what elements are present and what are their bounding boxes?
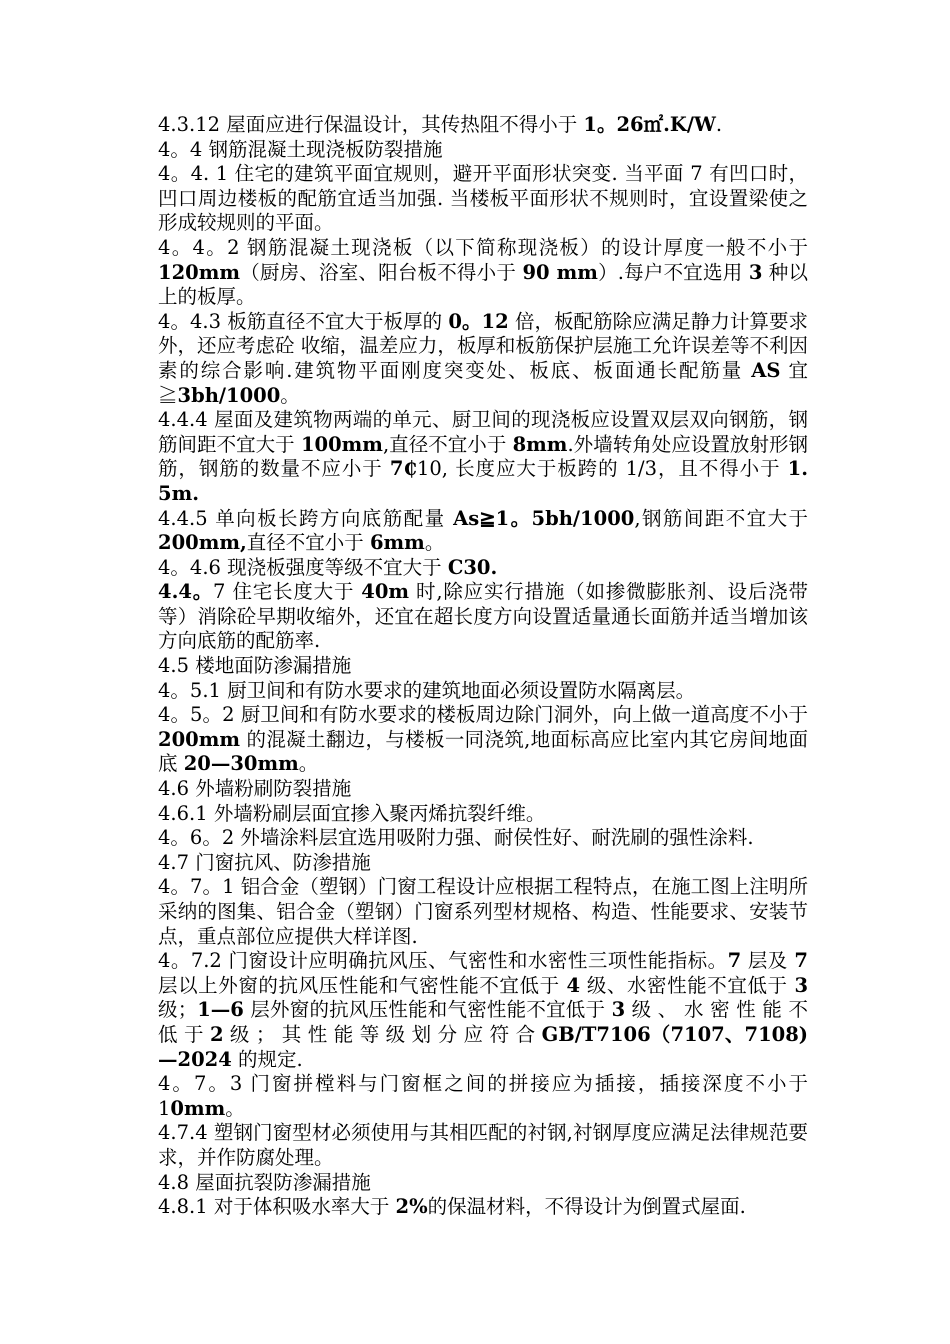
bold-text-run: 3 bbox=[611, 998, 626, 1022]
text-run: ,钢筋间距不宜大于 bbox=[634, 506, 809, 530]
bold-text-run: 7₵ bbox=[389, 457, 417, 481]
paragraph bbox=[158, 703, 808, 777]
bold-text-run: 3 bbox=[794, 973, 809, 997]
paragraph bbox=[158, 236, 808, 310]
bold-text-run: 4 bbox=[566, 973, 581, 997]
bold-text-run: As≧1。5bh/1000 bbox=[453, 506, 635, 530]
bold-text-run: 6mm bbox=[369, 531, 425, 555]
text-run: 直径不宜小于 bbox=[246, 531, 370, 555]
bold-text-run: 1。26㎡.K/W bbox=[583, 113, 716, 136]
text-run: 4。7。1 铝合金（塑钢）门窗工程设计应根据工程特点，在施工图上注明所采纳的图集、铝合金（塑钢）门窗系列型材规格、构造、性能要求、安装节点，重点部位应提供大样详图. bbox=[158, 875, 808, 948]
paragraph bbox=[158, 162, 808, 236]
text-run: 4。6。2 外墙涂料层宜选用吸附力强、耐侯性好、耐洗刷的强性涂料. bbox=[158, 826, 754, 850]
bold-text-run: 200mm bbox=[158, 727, 240, 751]
bold-text-run: 4.4。 bbox=[158, 580, 214, 604]
bold-text-run: 90 mm bbox=[522, 260, 598, 284]
paragraph bbox=[158, 113, 808, 138]
text-run: 4。4.3 板筋直径不宜大于板厚的 bbox=[158, 309, 449, 333]
paragraph bbox=[158, 949, 808, 1072]
text-run: 4。7。3 门窗拼樘料与门窗框之间的拼接应为插接，插接深度不小于 1 bbox=[158, 1072, 808, 1120]
bold-text-run: 0。12 bbox=[448, 309, 509, 333]
text-run: . bbox=[715, 113, 723, 136]
text-run: 层及 bbox=[741, 949, 795, 973]
text-run: 时,除应实行措施（如掺微膨胀剂、设后浇带等）消除砼早期收缩外，还宜在超长度方向设置适量通长面筋并适当增加该方向底筋的配筋率. bbox=[158, 580, 808, 653]
text-run: ）.每户不宜选用 bbox=[597, 260, 749, 284]
bold-text-run: AS bbox=[751, 358, 781, 382]
bold-text-run: 3bh/1000 bbox=[177, 383, 281, 407]
text-run: 的规定. bbox=[231, 1047, 303, 1071]
text-run: 级 、 水 密 性 能 不 低 于 bbox=[158, 998, 808, 1046]
bold-text-run: 100mm bbox=[300, 432, 383, 456]
text-run: 7 住宅长度大于 bbox=[213, 580, 362, 604]
paragraph bbox=[158, 310, 808, 408]
bold-text-run: 7 bbox=[727, 949, 742, 973]
text-run: 层外窗的抗风压性能和气密性能不宜低于 bbox=[243, 998, 612, 1022]
paragraph bbox=[158, 777, 808, 802]
paragraph bbox=[158, 1171, 808, 1196]
text-run: ,直径不宜小于 bbox=[382, 432, 513, 456]
text-run: 10, 长度应大于板跨的 1/3，且不得小于 bbox=[416, 457, 788, 481]
bold-text-run: 1—6 bbox=[197, 998, 244, 1022]
paragraph bbox=[158, 654, 808, 679]
paragraph bbox=[158, 1072, 808, 1121]
text-run: 宜≧ bbox=[158, 358, 808, 407]
text-run: 4。4 钢筋混凝土现浇板防裂措施 bbox=[158, 137, 443, 161]
text-run: 4.8 屋面抗裂防渗漏措施 bbox=[158, 1170, 371, 1194]
text-run: 4.8.1 对于体积吸水率大于 bbox=[158, 1195, 396, 1219]
text-run: 4.7 门窗抗风、防渗措施 bbox=[158, 850, 371, 874]
text-run: 4。7.2 门窗设计应明确抗风压、气密性和水密性三项性能指标。 bbox=[158, 949, 728, 973]
text-run: 。 bbox=[280, 383, 300, 407]
paragraph bbox=[158, 138, 808, 163]
bold-text-run: 2 bbox=[209, 1022, 224, 1046]
text-run: 4。4.6 现浇板强度等级不宜大于 bbox=[158, 555, 448, 579]
text-run: 层以上外窗的抗风压性能和气密性能不宜低于 bbox=[158, 973, 567, 997]
text-run: 4.7.4 塑钢门窗型材必须使用与其相匹配的衬钢,衬钢厚度应满足法律规范要求，并作防腐处理。 bbox=[158, 1121, 808, 1169]
text-run: 4。4。2 钢筋混凝土现浇板（以下简称现浇板）的设计厚度一般不小于 bbox=[158, 235, 808, 259]
text-run: 。 bbox=[424, 531, 445, 555]
bold-text-run: 200mm, bbox=[158, 531, 247, 555]
text-run: （厨房、浴室、阳台板不得小于 bbox=[239, 260, 523, 284]
text-run: .外墙转角处应设置放射形钢筋，钢筋的数量不应小于 bbox=[158, 432, 809, 481]
text-run: 4。5。2 厨卫间和有防水要求的楼板周边除门洞外，向上做一道高度不小于 bbox=[158, 703, 808, 727]
text-run: 4。5.1 厨卫间和有防水要求的建筑地面必须设置防水隔离层。 bbox=[158, 678, 696, 702]
paragraph bbox=[158, 826, 808, 851]
bold-text-run: C30. bbox=[447, 555, 498, 579]
paragraph bbox=[158, 507, 808, 556]
paragraph bbox=[158, 1121, 808, 1170]
bold-text-run: 1. 5m. bbox=[158, 457, 808, 505]
bold-text-run: 8mm bbox=[512, 432, 568, 456]
bold-text-run: 120mm bbox=[158, 260, 240, 284]
bold-text-run: 20—30mm bbox=[183, 752, 299, 776]
text-run: 4.6.1 外墙粉刷层面宜掺入聚丙烯抗裂纤维。 bbox=[158, 801, 546, 825]
text-run: 级、水密性能不宜低于 bbox=[580, 973, 795, 997]
bold-text-run: 40m bbox=[361, 580, 410, 604]
document-page bbox=[158, 113, 808, 1220]
bold-text-run: 3 bbox=[748, 260, 763, 284]
text-run: 4.4.5 单向板长跨方向底筋配量 bbox=[158, 506, 454, 530]
bold-text-run: 2% bbox=[395, 1195, 428, 1219]
paragraph bbox=[158, 851, 808, 876]
paragraph bbox=[158, 556, 808, 581]
text-run: 4.4.4 屋面及建筑物两端的单元、厨卫间的现浇板应设置双层双向钢筋，钢筋间距不宜大于 bbox=[158, 408, 808, 456]
text-run: 4.3.12 屋面应进行保温设计，其传热阻不得小于 bbox=[158, 113, 584, 136]
bold-text-run: GB/T7106（7107、7108)—2024 bbox=[158, 1022, 808, 1071]
text-run: 。 bbox=[298, 752, 319, 776]
paragraph bbox=[158, 408, 808, 506]
text-run: 级； bbox=[158, 998, 198, 1022]
text-run: 级 ； 其 性 能 等 级 划 分 应 符 合 bbox=[223, 1022, 542, 1046]
text-run: 4.5 楼地面防渗漏措施 bbox=[158, 654, 352, 678]
bold-text-run: 7 bbox=[794, 949, 808, 973]
text-run: 4.6 外墙粉刷防裂措施 bbox=[158, 777, 352, 801]
text-run: 的混凝土翻边，与楼板一同浇筑,地面标高应比室内其它房间地面底 bbox=[158, 727, 808, 776]
bold-text-run: 0mm bbox=[170, 1096, 226, 1120]
paragraph bbox=[158, 1195, 808, 1220]
text-run: 种以上的板厚。 bbox=[158, 260, 808, 309]
paragraph bbox=[158, 580, 808, 654]
text-run: 。 bbox=[225, 1096, 245, 1120]
text-run: 4。4. 1 住宅的建筑平面宜规则，避开平面形状突变. 当平面 7 有凹口时，凹口周边楼板的配筋宜适当加强. 当楼板平面形状不规则时，宜设置梁使之形成较规则的平面。 bbox=[158, 162, 808, 235]
text-run: 的保温材料，不得设计为倒置式屋面. bbox=[427, 1195, 746, 1219]
text-run: 倍，板配筋除应满足静力计算要求外，还应考虑砼 收缩，温差应力，板厚和板筋保护层施工允许误差等不利因素的综合影响.建筑物平面刚度突变处、板底、板面通长配筋量 bbox=[158, 309, 808, 382]
paragraph bbox=[158, 679, 808, 704]
paragraph bbox=[158, 875, 808, 949]
paragraph bbox=[158, 802, 808, 827]
